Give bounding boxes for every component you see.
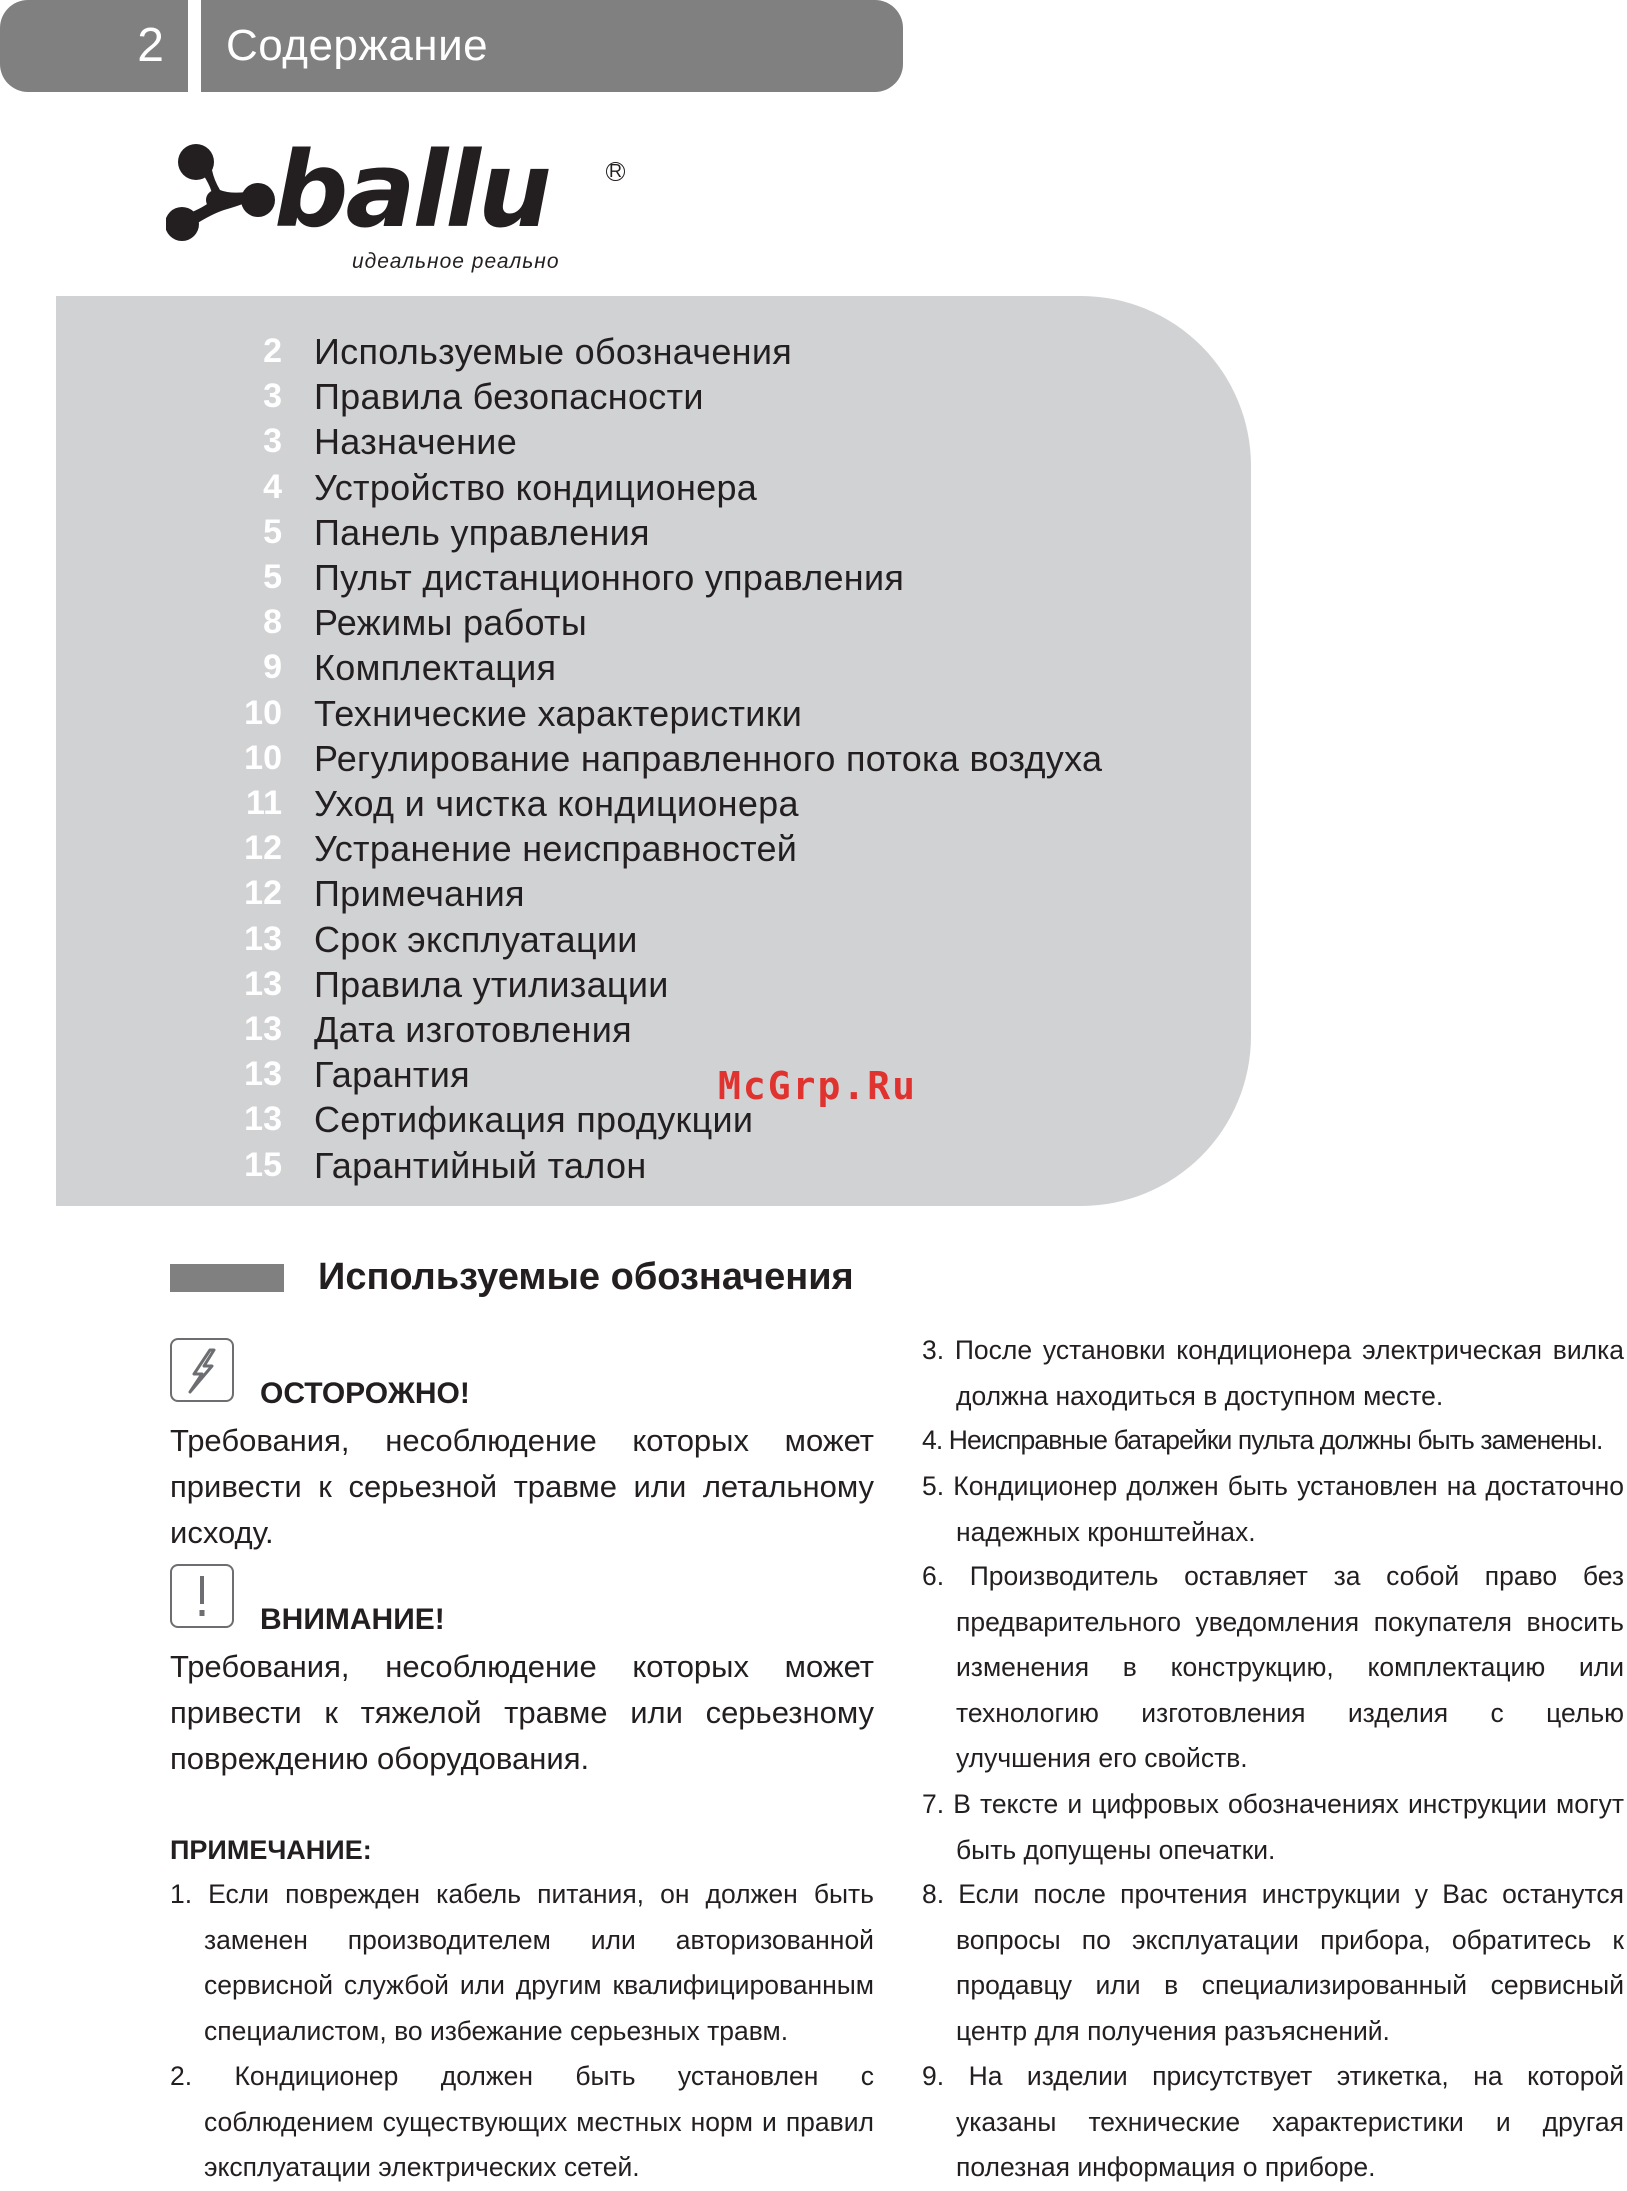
toc-page-number: 11 — [246, 784, 282, 822]
propeller-logo-icon — [166, 140, 276, 260]
note-item: 4. Неисправные батарейки пульта должны быть заменены. — [922, 1425, 1603, 1455]
toc-page-number: 12 — [244, 874, 282, 913]
toc-title: Регулирование направленного потока воздуха — [314, 737, 1103, 779]
toc-title: Правила безопасности — [314, 376, 704, 418]
note-item: 2. Кондиционер должен быть установлен с соблюдением существующих местных норм и правил эксплуатации электрических сетей. — [170, 2061, 874, 2182]
toc-title: Режимы работы — [314, 602, 588, 644]
toc-page-number: 10 — [244, 693, 282, 732]
registered-mark: R — [606, 162, 625, 181]
toc-entry[interactable] — [56, 871, 1251, 916]
toc-entry[interactable] — [56, 329, 1251, 374]
toc-title: Сертификация продукции — [314, 1099, 754, 1141]
note-item: 7. В тексте и цифровых обозначениях инструкции могут быть допущены опечатки. — [922, 1789, 1624, 1865]
toc-entry[interactable] — [56, 736, 1251, 781]
toc-entry[interactable] — [56, 1143, 1251, 1188]
page-number: 2 — [137, 19, 164, 72]
toc-entry[interactable] — [56, 510, 1251, 555]
note-item: 9. На изделии присутствует этикетка, на которой указаны технические характеристики и другая полезная информация о приборе. — [922, 2061, 1624, 2182]
toc-page-number: 8 — [263, 603, 282, 642]
note-heading: ПРИМЕЧАНИЕ: — [170, 1835, 372, 1865]
toc-page-number: 9 — [263, 648, 282, 687]
toc-title: Примечания — [314, 873, 525, 915]
toc-title: Гарантийный талон — [314, 1144, 647, 1186]
toc-page-number: 10 — [244, 738, 282, 777]
toc-page-number: 13 — [244, 1010, 282, 1048]
toc-entry[interactable] — [56, 374, 1251, 419]
toc-page-number: 4 — [263, 467, 282, 506]
toc-entry[interactable] — [56, 645, 1251, 690]
toc-title: Пульт дистанционного управления — [314, 557, 905, 598]
toc-title: Срок эксплуатации — [314, 918, 638, 960]
logo-tagline: идеальное реально — [352, 250, 560, 273]
ballu-logo — [166, 129, 636, 280]
toc-entry[interactable] — [56, 691, 1251, 736]
page-title: Содержание — [226, 21, 489, 70]
caution-label: ОСТОРОЖНО! — [260, 1377, 470, 1410]
toc-entry[interactable] — [56, 826, 1251, 871]
toc-entry[interactable] — [56, 917, 1251, 962]
attention-text: Требования, несоблюдение которых может привести к тяжелой травме или серьезному повреждению оборудования. — [170, 1649, 874, 1776]
toc-title: Правила утилизации — [314, 963, 669, 1005]
toc-entry[interactable] — [56, 962, 1251, 1007]
attention-label: ВНИМАНИЕ! — [260, 1603, 445, 1636]
toc-page-number: 3 — [263, 422, 282, 461]
toc-entry[interactable] — [56, 600, 1251, 645]
caution-text: Требования, несоблюдение которых может привести к серьезной травме или летальному исходу. — [170, 1423, 874, 1550]
toc-entry[interactable] — [56, 781, 1251, 826]
section-title: Используемые обозначения — [318, 1256, 854, 1298]
toc-page-number: 3 — [263, 377, 282, 416]
toc-page-number: 5 — [263, 512, 282, 551]
toc-page-number: 13 — [244, 919, 282, 958]
note-item: 5. Кондиционер должен быть установлен на достаточно надежных кронштейнах. — [922, 1471, 1624, 1547]
toc-title: Устранение неисправностей — [314, 828, 798, 870]
toc-page-number: 5 — [263, 558, 282, 596]
toc-entry[interactable] — [56, 419, 1251, 464]
header-divider — [188, 0, 201, 92]
note-item: 1. Если поврежден кабель питания, он должен быть заменен производителем или авторизованной сервисной службой или другим квалифицированным специалистом, во избежание серьезных травм. — [170, 1879, 874, 2046]
lightning-icon — [170, 1338, 234, 1402]
toc-title: Устройство кондиционера — [314, 466, 758, 508]
toc-title: Технические характеристики — [314, 692, 803, 734]
toc-page-number: 2 — [263, 332, 282, 370]
toc-title: Назначение — [314, 421, 518, 463]
toc-title: Панель управления — [314, 511, 650, 553]
toc-title: Дата изготовления — [314, 1009, 632, 1050]
logo-wordmark: ballu — [274, 129, 549, 251]
section-marker-bar — [170, 1264, 284, 1292]
toc-page-number: 12 — [244, 829, 282, 868]
note-item: 8. Если после прочтения инструкции у Вас останутся вопросы по эксплуатации прибора, обратитесь к продавцу или в специализированный сервисный центр для получения разъяснений. — [922, 1879, 1624, 2046]
watermark: McGrp.Ru — [718, 1064, 918, 1108]
toc-entry[interactable] — [56, 1007, 1251, 1052]
toc-title: Используемые обозначения — [314, 331, 793, 372]
toc-page-number: 13 — [244, 964, 282, 1003]
toc-entry[interactable] — [56, 1097, 1251, 1142]
toc-page-number: 15 — [244, 1145, 282, 1184]
toc-title: Уход и чистка кондиционера — [314, 783, 799, 824]
toc-title: Гарантия — [314, 1054, 470, 1096]
toc-entry[interactable] — [56, 555, 1251, 600]
header-tab — [0, 0, 903, 92]
toc-page-number: 13 — [244, 1100, 282, 1139]
toc-title: Комплектация — [314, 647, 557, 689]
note-item: 6. Производитель оставляет за собой право без предварительного уведомления покупателя вносить изменения в конструкцию, комплектацию или технологию изготовления изделия с целью улучшения его свойств. — [922, 1561, 1624, 1773]
toc-page-number: 13 — [244, 1055, 282, 1094]
exclamation-icon — [170, 1564, 234, 1628]
note-item: 3. После установки кондиционера электрическая вилка должна находиться в доступном месте. — [922, 1335, 1624, 1411]
table-of-contents — [56, 296, 1251, 1206]
toc-entry[interactable] — [56, 465, 1251, 510]
toc-entry[interactable] — [56, 1052, 1251, 1097]
